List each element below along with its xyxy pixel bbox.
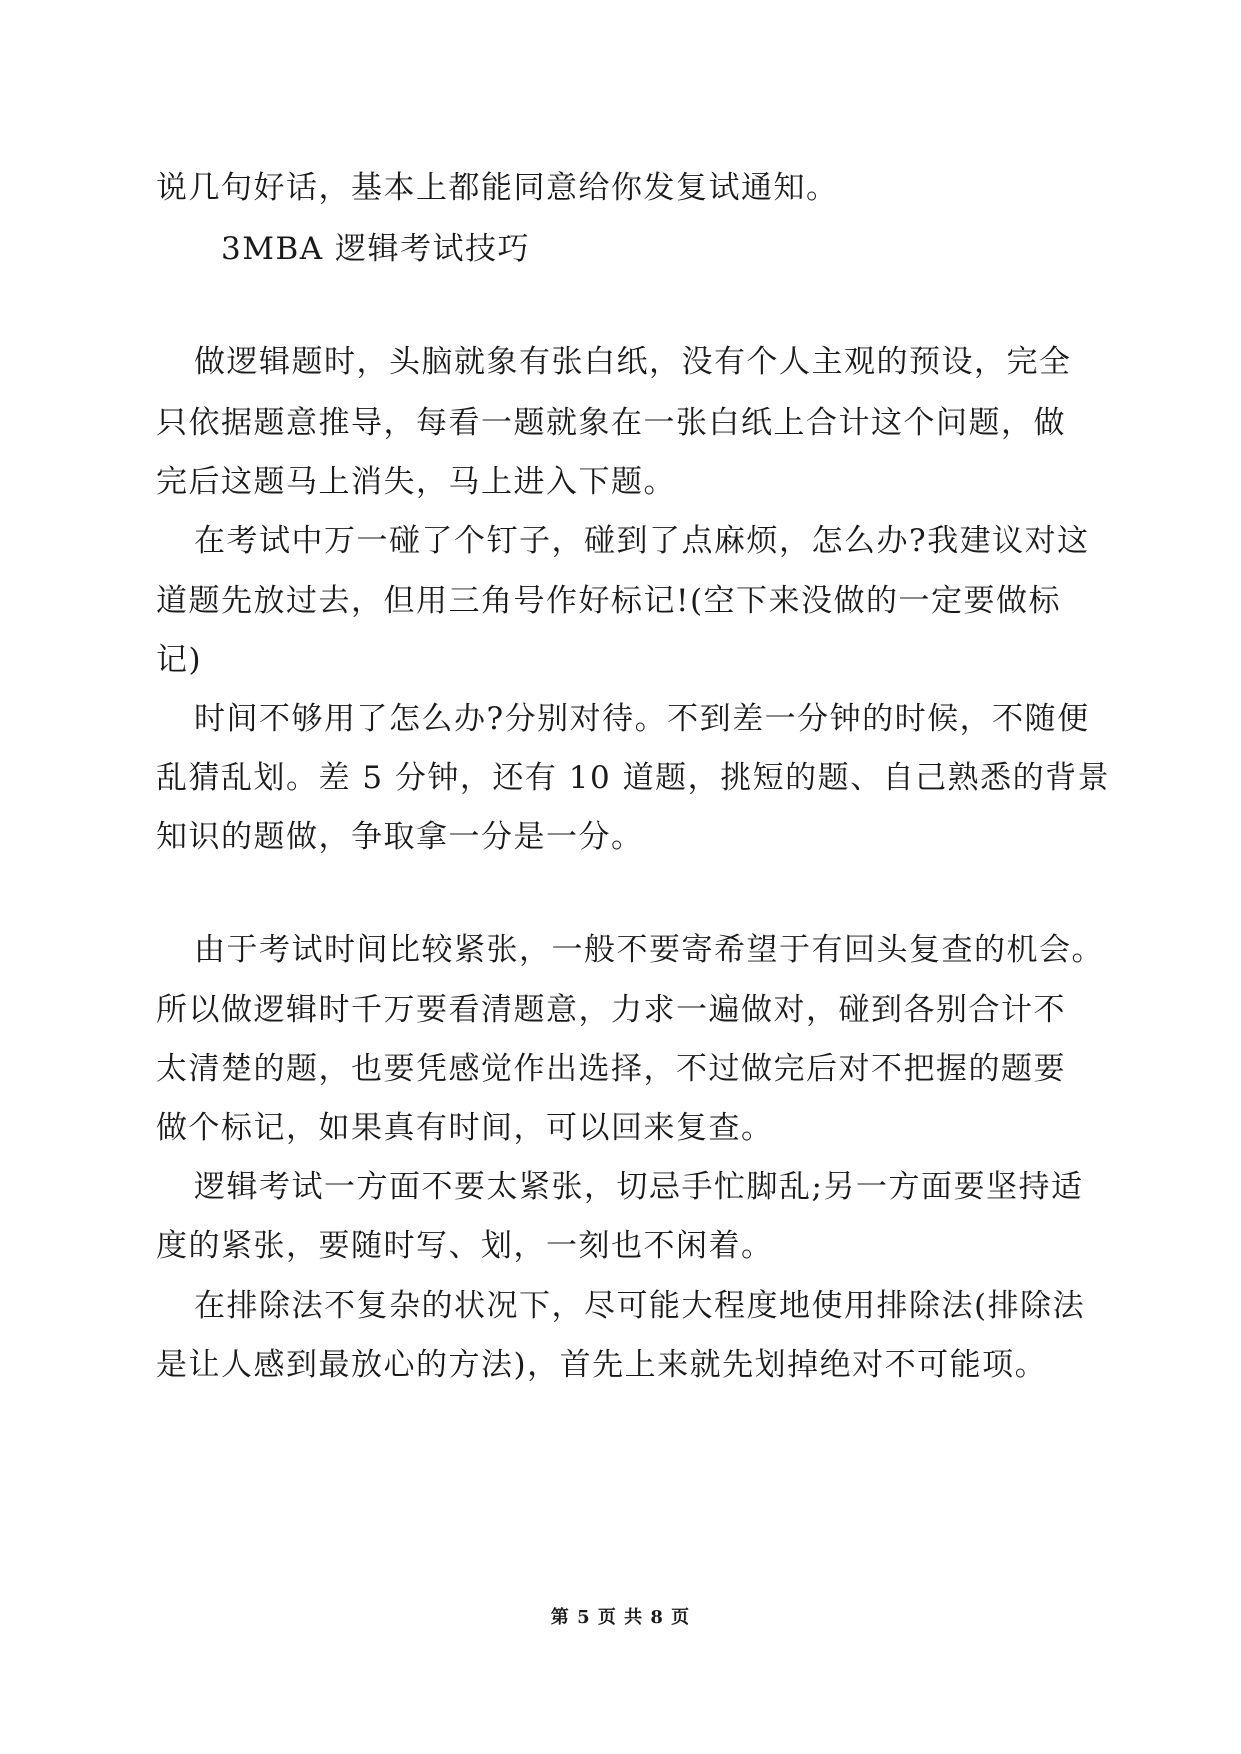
text-line: 在考试中万一碰了个钉子，碰到了点麻烦，怎么办?我建议对这: [194, 523, 1090, 559]
text-line: 只依据题意推导，每看一题就象在一张白纸上合计这个问题，做: [156, 405, 1066, 441]
text-line: 乱猜乱划。差 5 分钟，还有 10 道题，挑短的题、自己熟悉的背景: [156, 760, 1111, 796]
text-line: 做个标记，如果真有时间，可以回来复查。: [156, 1110, 774, 1146]
text-line: 完后这题马上消失，马上进入下题。: [156, 464, 676, 500]
text-line: 由于考试时间比较紧张，一般不要寄希望于有回头复查的机会。: [194, 932, 1104, 968]
text-line: 是让人感到最放心的方法)，首先上来就先划掉绝对不可能项。: [156, 1347, 1048, 1383]
text-line: 知识的题做，争取拿一分是一分。: [156, 819, 644, 855]
text-line: 道题先放过去，但用三角号作好标记!(空下来没做的一定要做标: [156, 583, 1062, 619]
text-line: 记): [156, 642, 203, 678]
text-line: 所以做逻辑时千万要看清题意，力求一遍做对，碰到各别合计不: [156, 992, 1066, 1028]
section-heading: 3MBA 逻辑考试技巧: [221, 231, 530, 267]
text-line: 时间不够用了怎么办?分别对待。不到差一分钟的时候，不随便: [194, 701, 1090, 737]
text-line: 做逻辑题时，头脑就象有张白纸，没有个人主观的预设，完全: [194, 344, 1072, 380]
page-number-footer: 第 5 页 共 8 页: [550, 1607, 691, 1628]
text-line: 说几句好话，基本上都能同意给你发复试通知。: [156, 170, 839, 206]
text-line: 在排除法不复杂的状况下，尽可能大程度地使用排除法(排除法: [194, 1288, 1086, 1324]
text-line: 太清楚的题，也要凭感觉作出选择，不过做完后对不把握的题要: [156, 1051, 1066, 1087]
text-line: 度的紧张，要随时写、划，一刻也不闲着。: [156, 1228, 774, 1264]
text-line: 逻辑考试一方面不要太紧张，切忌手忙脚乱;另一方面要坚持适: [194, 1169, 1084, 1205]
